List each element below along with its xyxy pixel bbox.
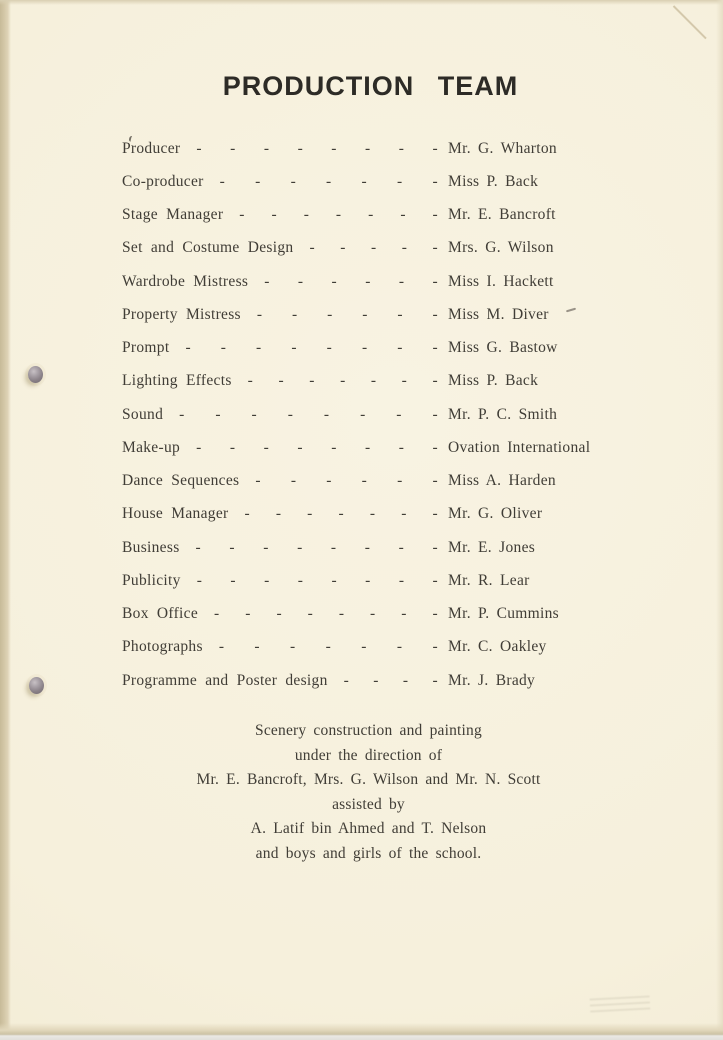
credit-leader-dashes: [163, 406, 448, 424]
leader-dash: -: [263, 139, 270, 157]
leader-dash: -: [398, 438, 405, 456]
leader-dash: -: [432, 638, 438, 656]
leader-dash: -: [398, 571, 405, 589]
leader-dash: -: [219, 172, 226, 190]
credit-name: Mr. C. Oakley: [448, 638, 547, 656]
credit-row: [122, 664, 600, 697]
leader-dash: -: [432, 139, 438, 157]
footer-line: under the direction of: [294, 746, 443, 764]
leader-dash: -: [230, 139, 236, 157]
leader-dash: -: [327, 305, 333, 323]
credit-name: Miss I. Hackett: [448, 272, 554, 290]
leader-dash: -: [340, 239, 346, 257]
leader-dash: -: [326, 339, 333, 357]
credit-role: Producer: [122, 139, 181, 157]
credit-name: Miss P. Back: [448, 172, 539, 190]
credit-name: Miss P. Back: [448, 372, 539, 390]
leader-dash: -: [338, 505, 344, 523]
leader-dash: -: [396, 172, 403, 190]
credit-leader-dashes: [181, 572, 448, 590]
credit-name: Ovation International: [448, 438, 591, 456]
credit-row: [122, 498, 600, 531]
credit-role: House Manager: [122, 505, 229, 523]
leader-dash: -: [230, 571, 236, 589]
credit-row: [122, 531, 600, 564]
credit-row: [122, 598, 600, 631]
leader-dash: -: [297, 438, 303, 456]
credit-row: [122, 332, 600, 365]
credit-name: Mrs. G. Wilson: [448, 239, 554, 257]
credit-leader-dashes: [248, 273, 448, 291]
leader-dash: -: [331, 571, 337, 589]
leader-dash: -: [291, 339, 297, 357]
page-right-edge: [716, 0, 723, 1040]
leader-dash: -: [275, 505, 282, 523]
leader-dash: -: [370, 372, 377, 390]
leader-dash: -: [292, 305, 298, 323]
credit-leader-dashes: [180, 140, 448, 158]
credit-role: Wardrobe Mistress: [122, 272, 249, 290]
credit-leader-dashes: [203, 638, 448, 656]
leader-dash: -: [360, 405, 366, 423]
leader-dash: -: [401, 239, 408, 257]
credit-name: Miss M. Diver: [448, 305, 549, 323]
credit-role: Co-producer: [122, 172, 204, 190]
credit-leader-dashes: [241, 306, 448, 324]
leader-dash: -: [432, 671, 438, 689]
leader-dash: -: [361, 172, 367, 190]
credit-row: [122, 165, 600, 198]
footer-line: A. Latif bin Ahmed and T. Nelson: [250, 820, 487, 838]
leader-dash: -: [432, 272, 438, 290]
credit-row: [122, 398, 600, 431]
leader-dash: -: [309, 372, 315, 390]
leader-dash: -: [326, 472, 332, 490]
credit-role: Set and Costume Design: [122, 239, 294, 257]
leader-dash: -: [365, 571, 371, 589]
credit-role: Dance Sequences: [122, 472, 240, 490]
leader-dash: -: [402, 671, 409, 689]
punch-hole-bottom-icon: [29, 677, 44, 694]
credit-name: Mr. E. Bancroft: [448, 206, 556, 224]
leader-dash: -: [343, 671, 350, 689]
leader-dash: -: [185, 339, 191, 357]
credit-name: Mr. P. Cummins: [448, 605, 559, 623]
leader-dash: -: [397, 339, 403, 357]
leader-dash: -: [397, 305, 403, 323]
leader-dash: -: [297, 139, 304, 157]
leader-dash: -: [263, 538, 269, 556]
footer-line: Mr. E. Bancroft, Mrs. G. Wilson and Mr. N. Scott: [196, 771, 541, 789]
leader-dash: -: [364, 538, 371, 556]
leader-dash: -: [244, 505, 250, 523]
credit-name: Mr. G. Wharton: [448, 139, 557, 157]
leader-dash: -: [361, 638, 367, 656]
credit-leader-dashes: [198, 605, 448, 623]
leader-dash: -: [398, 139, 405, 157]
credit-role: Prompt: [122, 339, 170, 357]
leader-dash: -: [432, 206, 438, 224]
leader-dash: -: [432, 405, 438, 423]
leader-dash: -: [370, 605, 376, 623]
credit-row: [122, 232, 600, 265]
leader-dash: -: [401, 605, 407, 623]
leader-dash: -: [432, 239, 438, 257]
leader-dash: -: [290, 472, 297, 490]
leader-dash: -: [297, 571, 304, 589]
credit-name: Miss G. Bastow: [448, 339, 558, 357]
leader-dash: -: [196, 139, 202, 157]
leader-dash: -: [432, 438, 438, 456]
credit-row: [122, 564, 600, 597]
leader-dash: -: [307, 505, 313, 523]
leader-dash: -: [271, 206, 277, 224]
leader-dash: -: [247, 372, 254, 390]
credit-row: [122, 431, 600, 464]
leader-dash: -: [331, 272, 338, 290]
leader-dash: -: [256, 339, 262, 357]
leader-dash: -: [335, 206, 342, 224]
leader-dash: -: [251, 405, 257, 423]
credit-name: Mr. E. Jones: [448, 538, 536, 556]
leader-dash: -: [309, 239, 315, 257]
leader-dash: -: [220, 339, 227, 357]
leader-dash: -: [264, 571, 270, 589]
leader-dash: -: [340, 372, 346, 390]
leader-dash: -: [276, 605, 282, 623]
leader-dash: -: [263, 438, 270, 456]
page-top-edge: [0, 0, 723, 5]
leader-dash: -: [297, 272, 304, 290]
leader-dash: -: [264, 272, 270, 290]
leader-dash: -: [254, 638, 260, 656]
credit-leader-dashes: [328, 672, 448, 690]
leader-dash: -: [365, 272, 371, 290]
credit-role: Business: [122, 538, 180, 556]
page-bottom-edge: [0, 1023, 723, 1040]
leader-dash: -: [218, 638, 225, 656]
credit-role: Publicity: [122, 571, 181, 589]
leader-dash: -: [196, 571, 203, 589]
leader-dash: -: [256, 305, 263, 323]
leader-dash: -: [401, 372, 408, 390]
credit-leader-dashes: [293, 239, 448, 257]
credit-leader-dashes: [180, 439, 448, 457]
credit-row: [122, 265, 600, 298]
leader-dash: -: [278, 372, 284, 390]
leader-dash: -: [432, 605, 438, 623]
leader-dash: -: [303, 206, 310, 224]
leader-dash: -: [400, 206, 406, 224]
leader-dash: -: [255, 172, 261, 190]
credit-leader-dashes: [180, 539, 448, 557]
leader-dash: -: [290, 638, 296, 656]
corner-crease: [673, 0, 723, 39]
credit-leader-dashes: [232, 372, 448, 390]
credit-leader-dashes: [223, 206, 448, 224]
leader-dash: -: [365, 139, 371, 157]
leader-dash: -: [432, 538, 438, 556]
credit-name: Mr. R. Lear: [448, 571, 530, 589]
credit-row: [122, 199, 600, 232]
credits-list: [122, 132, 600, 697]
credit-name: Mr. P. C. Smith: [448, 405, 558, 423]
credit-role: Photographs: [122, 638, 203, 656]
leader-dash: -: [432, 571, 438, 589]
credit-role: Sound: [122, 405, 164, 423]
leader-dash: -: [373, 671, 379, 689]
leader-dash: -: [398, 538, 405, 556]
leader-dash: -: [397, 472, 403, 490]
leader-dash: -: [323, 405, 330, 423]
leader-dash: -: [432, 172, 438, 190]
credit-name: Mr. J. Brady: [448, 671, 536, 689]
credit-leader-dashes: [239, 472, 448, 490]
leader-dash: -: [361, 472, 368, 490]
leader-dash: -: [396, 638, 403, 656]
credit-leader-dashes: [228, 505, 448, 523]
leader-dash: -: [229, 438, 236, 456]
leader-dash: -: [432, 339, 438, 357]
leader-dash: -: [330, 538, 337, 556]
footer-line: assisted by: [332, 795, 405, 813]
leader-dash: -: [196, 438, 202, 456]
leader-dash: -: [432, 505, 438, 523]
credit-leader-dashes: [204, 173, 448, 191]
leader-dash: -: [326, 172, 332, 190]
leader-dash: -: [369, 505, 376, 523]
leader-dash: -: [331, 139, 337, 157]
credit-role: Make-up: [122, 438, 181, 456]
leader-dash: -: [364, 438, 371, 456]
credit-leader-dashes: [169, 339, 448, 357]
leader-dash: -: [362, 305, 368, 323]
leader-dash: -: [338, 605, 345, 623]
leader-dash: -: [361, 339, 368, 357]
leader-dash: -: [432, 372, 438, 390]
leader-dash: -: [401, 505, 407, 523]
leader-dash: -: [297, 538, 303, 556]
leader-dash: -: [179, 405, 185, 423]
leader-dash: -: [432, 472, 438, 490]
leader-dash: -: [229, 538, 235, 556]
leader-dash: -: [245, 605, 251, 623]
credit-role: Lighting Effects: [122, 372, 232, 390]
leader-dash: -: [396, 405, 402, 423]
credit-role: Box Office: [122, 605, 199, 623]
footer-line: Scenery construction and painting: [255, 722, 482, 739]
scenery-note: [7, 719, 723, 867]
credit-role: Property Mistress: [122, 305, 241, 323]
leader-dash: -: [398, 272, 405, 290]
smudge-mark: [590, 995, 651, 1015]
credit-row: [122, 298, 600, 331]
leader-dash: -: [368, 206, 374, 224]
punch-hole-top-icon: [28, 366, 43, 383]
leader-dash: -: [290, 172, 297, 190]
leader-dash: -: [370, 239, 377, 257]
leader-dash: -: [432, 305, 438, 323]
leader-dash: -: [331, 438, 337, 456]
page-title: PRODUCTION TEAM: [222, 71, 519, 101]
credit-row: [122, 132, 600, 165]
leader-dash: -: [287, 405, 294, 423]
page-left-edge: [0, 0, 11, 1040]
leader-dash: -: [239, 206, 245, 224]
leader-dash: -: [195, 538, 201, 556]
leader-dash: -: [307, 605, 314, 623]
credit-role: Programme and Poster design: [122, 671, 328, 689]
credit-row: [122, 365, 600, 398]
credit-row: [122, 465, 600, 498]
leader-dash: -: [255, 472, 261, 490]
leader-dash: -: [215, 405, 221, 423]
credit-name: Mr. G. Oliver: [448, 505, 543, 523]
credit-name: Miss A. Harden: [448, 472, 556, 490]
credit-role: Stage Manager: [122, 206, 224, 224]
leader-dash: -: [214, 605, 220, 623]
leader-dash: -: [325, 638, 332, 656]
credit-row: [122, 631, 600, 664]
footer-line: and boys and girls of the school.: [255, 844, 482, 862]
